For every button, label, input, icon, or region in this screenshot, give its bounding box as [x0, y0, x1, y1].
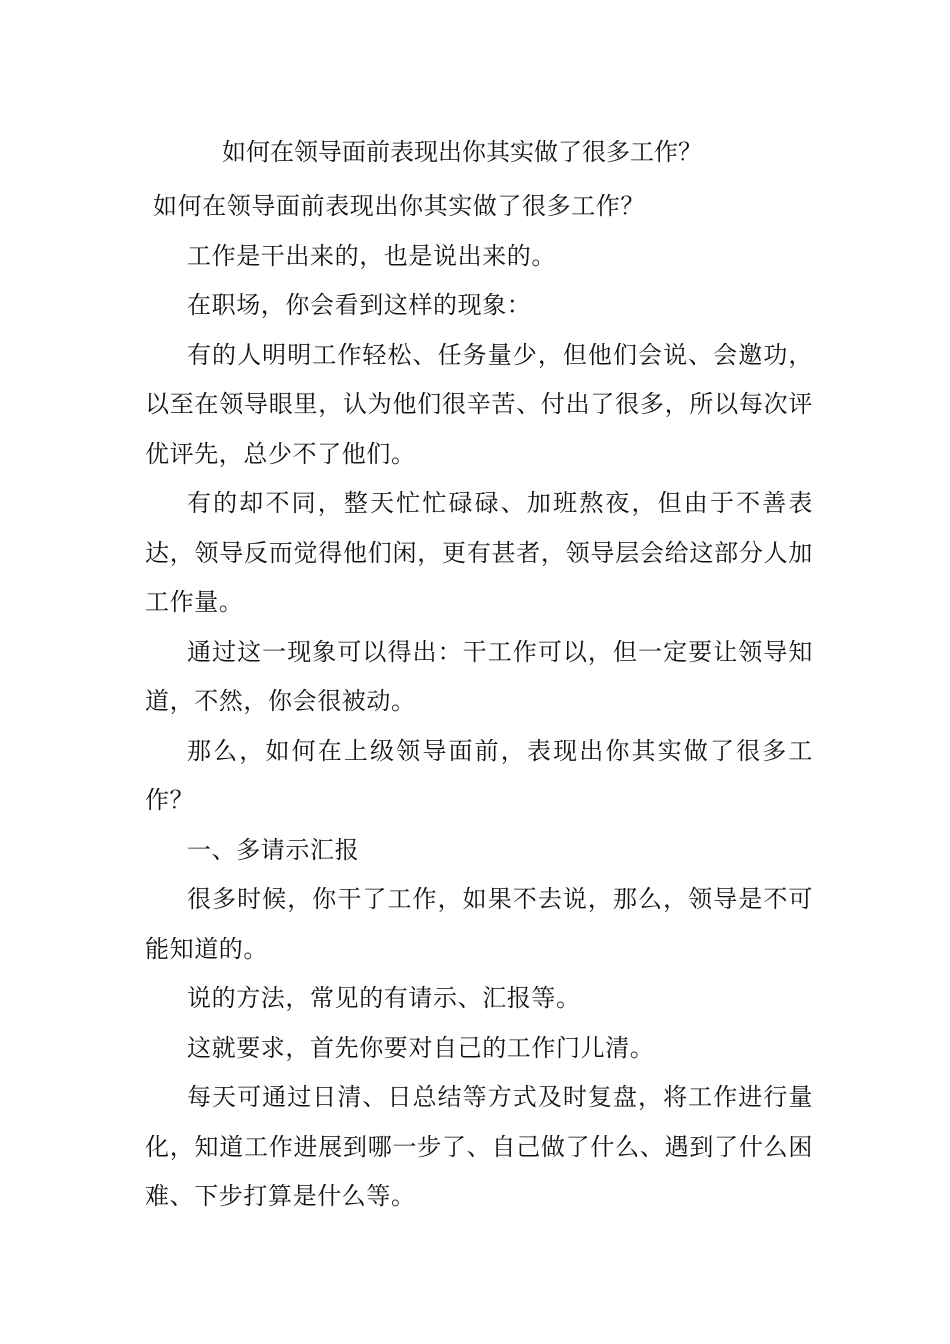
document-body	[145, 182, 813, 1222]
paragraph: 工作是干出来的，也是说出来的。	[187, 241, 556, 270]
document-title: 如何在领导面前表现出你其实做了很多工作？	[222, 138, 702, 166]
paragraph: 那么，如何在上级领导面前，表现出你其实做了很多工作？	[145, 736, 813, 814]
paragraph-subtitle: 如何在领导面前表现出你其实做了很多工作？	[153, 192, 645, 220]
section-heading: 一、多请示汇报	[187, 835, 360, 864]
paragraph: 说的方法，常见的有请示、汇报等。	[187, 984, 581, 1012]
paragraph: 通过这一现象可以得出：干工作可以，但一定要让领导知道，不然，你会很被动。	[145, 637, 813, 715]
paragraph: 很多时候，你干了工作，如果不去说，那么，领导是不可能知道的。	[145, 885, 813, 963]
paragraph: 有的人明明工作轻松、任务量少，但他们会说、会邀功，以至在领导眼里，认为他们很辛苦、付出了很多，所以每次评优评先，总少不了他们。	[145, 340, 813, 468]
paragraph: 在职场，你会看到这样的现象：	[187, 291, 532, 319]
paragraph: 每天可通过日清、日总结等方式及时复盘，将工作进行量化，知道工作进展到哪一步了、自己做了什么、遇到了什么困难、下步打算是什么等。	[145, 1083, 813, 1210]
paragraph: 这就要求，首先你要对自己的工作门儿清。	[187, 1033, 655, 1062]
paragraph: 有的却不同，整天忙忙碌碌、加班熬夜，但由于不善表达，领导反而觉得他们闲，更有甚者，领导层会给这部分人加工作量。	[145, 489, 813, 616]
